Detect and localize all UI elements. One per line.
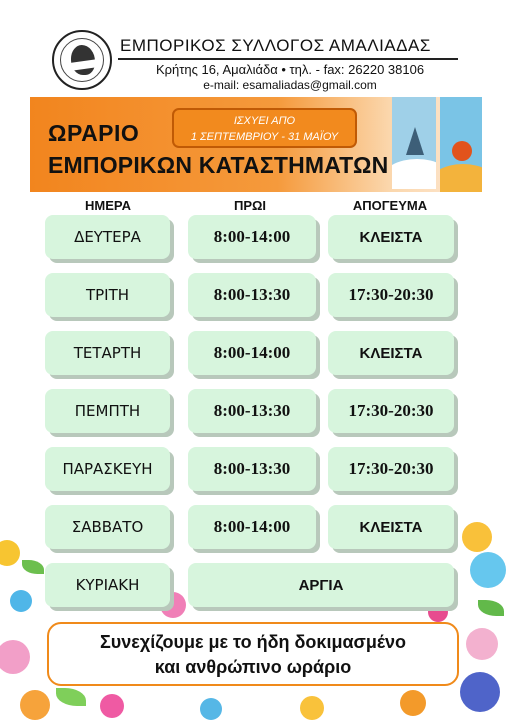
header-divider [118, 58, 458, 60]
footer-message [47, 622, 459, 686]
day-cell: ΚΥΡΙΑΚΗ [45, 563, 170, 607]
banner-subtitle: ΕΜΠΟΡΙΚΩΝ ΚΑΤΑΣΤΗΜΑΤΩΝ [48, 152, 389, 178]
day-cell: ΔΕΥΤΕΡΑ [45, 215, 170, 259]
autumn-illustration [440, 97, 482, 192]
footer-line1: Συνεχίζουμε με το ήδη δοκιμασμένο [100, 632, 406, 652]
header-day: ΗΜΕΡΑ [85, 198, 131, 213]
org-address: Κρήτης 16, Αμαλιάδα • τηλ. - fax: 26220 38106 [155, 62, 425, 77]
org-email: e-mail: esamaliadas@gmail.com [203, 78, 377, 92]
winter-illustration [392, 97, 436, 189]
morning-cell: 8:00-14:00 [188, 331, 316, 375]
afternoon-cell: ΚΛΕΙΣΤΑ [328, 505, 454, 549]
morning-cell: 8:00-14:00 [188, 505, 316, 549]
morning-cell: 8:00-13:30 [188, 273, 316, 317]
day-cell: ΤΡΙΤΗ [45, 273, 170, 317]
day-cell: ΠΑΡΑΣΚΕΥΗ [45, 447, 170, 491]
footer-line2: και ανθρώπινο ωράριο [154, 657, 352, 677]
validity-line2: 1 ΣΕΠΤΕΜΒΡΙΟΥ - 31 ΜΑΪΟΥ [190, 131, 339, 143]
validity-badge [172, 108, 357, 148]
afternoon-cell: 17:30-20:30 [328, 273, 454, 317]
association-logo [52, 30, 112, 90]
afternoon-cell: 17:30-20:30 [328, 389, 454, 433]
hermes-head-icon [60, 38, 104, 82]
morning-cell: 8:00-13:30 [188, 447, 316, 491]
holiday-cell: ΑΡΓΙΑ [188, 563, 454, 607]
afternoon-cell: 17:30-20:30 [328, 447, 454, 491]
header-morning: ΠΡΩΙ [233, 198, 267, 213]
day-cell: ΣΑΒΒΑΤΟ [45, 505, 170, 549]
validity-line1: ΙΣΧΥΕΙ ΑΠΟ [233, 115, 296, 127]
org-name: ΕΜΠΟΡΙΚΟΣ ΣΥΛΛΟΓΟΣ ΑΜΑΛΙΑΔΑΣ [120, 36, 431, 55]
morning-cell: 8:00-13:30 [188, 389, 316, 433]
morning-cell: 8:00-14:00 [188, 215, 316, 259]
day-cell: ΤΕΤΑΡΤΗ [45, 331, 170, 375]
afternoon-cell: ΚΛΕΙΣΤΑ [328, 215, 454, 259]
afternoon-cell: ΚΛΕΙΣΤΑ [328, 331, 454, 375]
day-cell: ΠΕΜΠΤΗ [45, 389, 170, 433]
header-afternoon: ΑΠΟΓΕΥΜΑ [352, 198, 428, 213]
banner-title: ΩΡΑΡΙΟ [48, 120, 140, 146]
